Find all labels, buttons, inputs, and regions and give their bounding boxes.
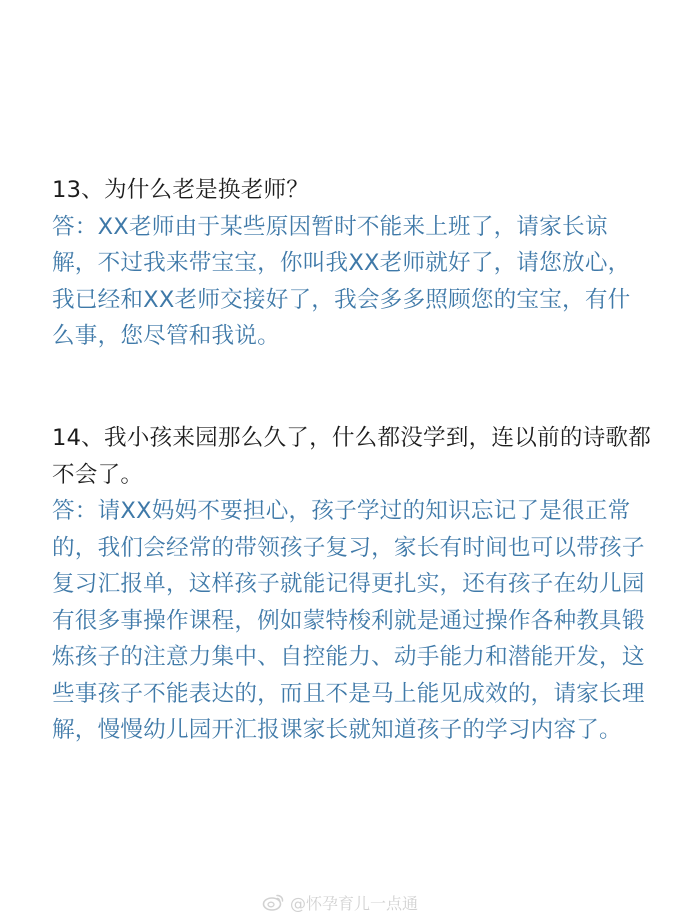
watermark-text: @怀孕育儿一点通	[290, 893, 419, 913]
answer-text: 答：请XX妈妈不要担心，孩子学过的知识忘记了是很正常的，我们会经常的带领孩子复习，家长有时间也可以带孩子复习汇报单，这样孩子就能记得更扎实，还有孩子在幼儿园有很多事操作课程，例如蒙特梭利就是通过操作各种教具锻炼孩子的注意力集中、自控能力、动手能力和潜能开发，这些事孩子不能表达的，而且不是马上能见成效的，请家长理解，慢慢幼儿园开汇报课家长就知道孩子的学习内容了。	[52, 498, 645, 743]
watermark	[262, 888, 418, 916]
qa-item-14	[52, 420, 652, 749]
weibo-icon	[262, 893, 284, 911]
answer-text: 答：XX老师由于某些原因暂时不能来上班了，请家长谅解，不过我来带宝宝，你叫我XX老师就好了，请您放心，我已经和XX老师交接好了，我会多多照顾您的宝宝，有什么事，您尽管和我说。	[52, 213, 631, 349]
qa-item-13	[52, 172, 652, 355]
question-text: 14、我小孩来园那么久了，什么都没学到，连以前的诗歌都不会了。	[52, 425, 651, 488]
question-text: 13、为什么老是换老师？	[52, 177, 310, 203]
